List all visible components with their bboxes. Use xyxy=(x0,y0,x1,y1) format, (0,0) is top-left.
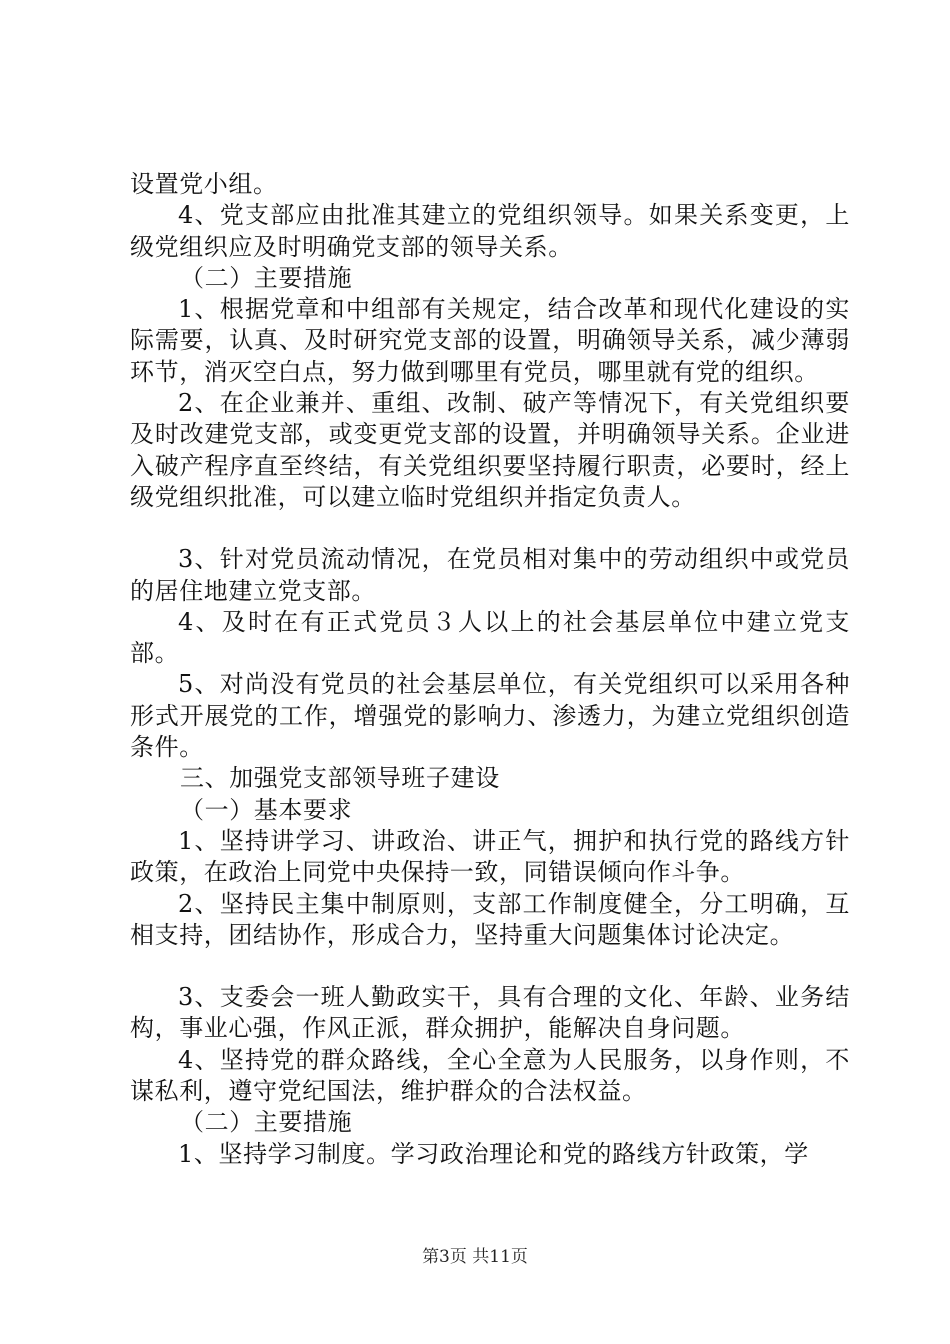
paragraph: 4、坚持党的群众路线，全心全意为人民服务，以身作则，不谋私利，遵守党纪国法，维护群众的合法权益。 xyxy=(130,1045,850,1106)
section-heading: （二）主要措施 xyxy=(180,1108,353,1137)
blank-line xyxy=(130,513,850,544)
paragraph: 1、坚持讲学习、讲政治、讲正气，拥护和执行党的路线方针政策，在政治上同党中央保持一致，同错误倾向作斗争。 xyxy=(130,826,850,887)
page-number-footer: 第3页 共11页 xyxy=(422,1247,528,1267)
paragraph: 1、根据党章和中组部有关规定，结合改革和现代化建设的实际需要，认真、及时研究党支部的设置，明确领导关系，减少薄弱环节，消灭空白点，努力做到哪里有党员，哪里就有党的组织。 xyxy=(130,295,850,386)
paragraph: 3、支委会一班人勤政实干，具有合理的文化、年龄、业务结构，事业心强，作风正派，群众拥护，能解决自身问题。 xyxy=(130,983,850,1043)
paragraph: 3、针对党员流动情况，在党员相对集中的劳动组织中或党员的居住地建立党支部。 xyxy=(130,545,850,605)
paragraph: 5、对尚没有党员的社会基层单位，有关党组织可以采用各种形式开展党的工作，增强党的影响力、渗透力，为建立党组织创造条件。 xyxy=(130,670,850,762)
section-heading: 三、加强党支部领导班子建设 xyxy=(180,764,500,793)
paragraph: 2、坚持民主集中制原则，支部工作制度健全，分工明确，互相支持，团结协作，形成合力，坚持重大问题集体讨论决定。 xyxy=(130,889,850,949)
paragraph: 2、在企业兼并、重组、改制、破产等情况下，有关党组织要及时改建党支部，或变更党支部的设置，并明确领导关系。企业进入破产程序直至终结，有关党组织要坚持履行职责，必要时，经上级党组织批准，可以建立临时党组织并指定负责人。 xyxy=(130,389,850,511)
blank-line xyxy=(130,951,850,982)
paragraph: 4、党支部应由批准其建立的党组织领导。如果关系变更，上级党组织应及时明确党支部的领导关系。 xyxy=(130,201,850,261)
section-heading: （一）基本要求 xyxy=(180,795,353,824)
paragraph: 4、及时在有正式党员３人以上的社会基层单位中建立党支部。 xyxy=(130,607,850,668)
paragraph: 1、坚持学习制度。学习政治理论和党的路线方针政策，学 xyxy=(178,1139,809,1168)
document-body xyxy=(130,169,850,1170)
paragraph: 设置党小组。 xyxy=(130,170,278,198)
section-heading: （二）主要措施 xyxy=(180,263,353,292)
